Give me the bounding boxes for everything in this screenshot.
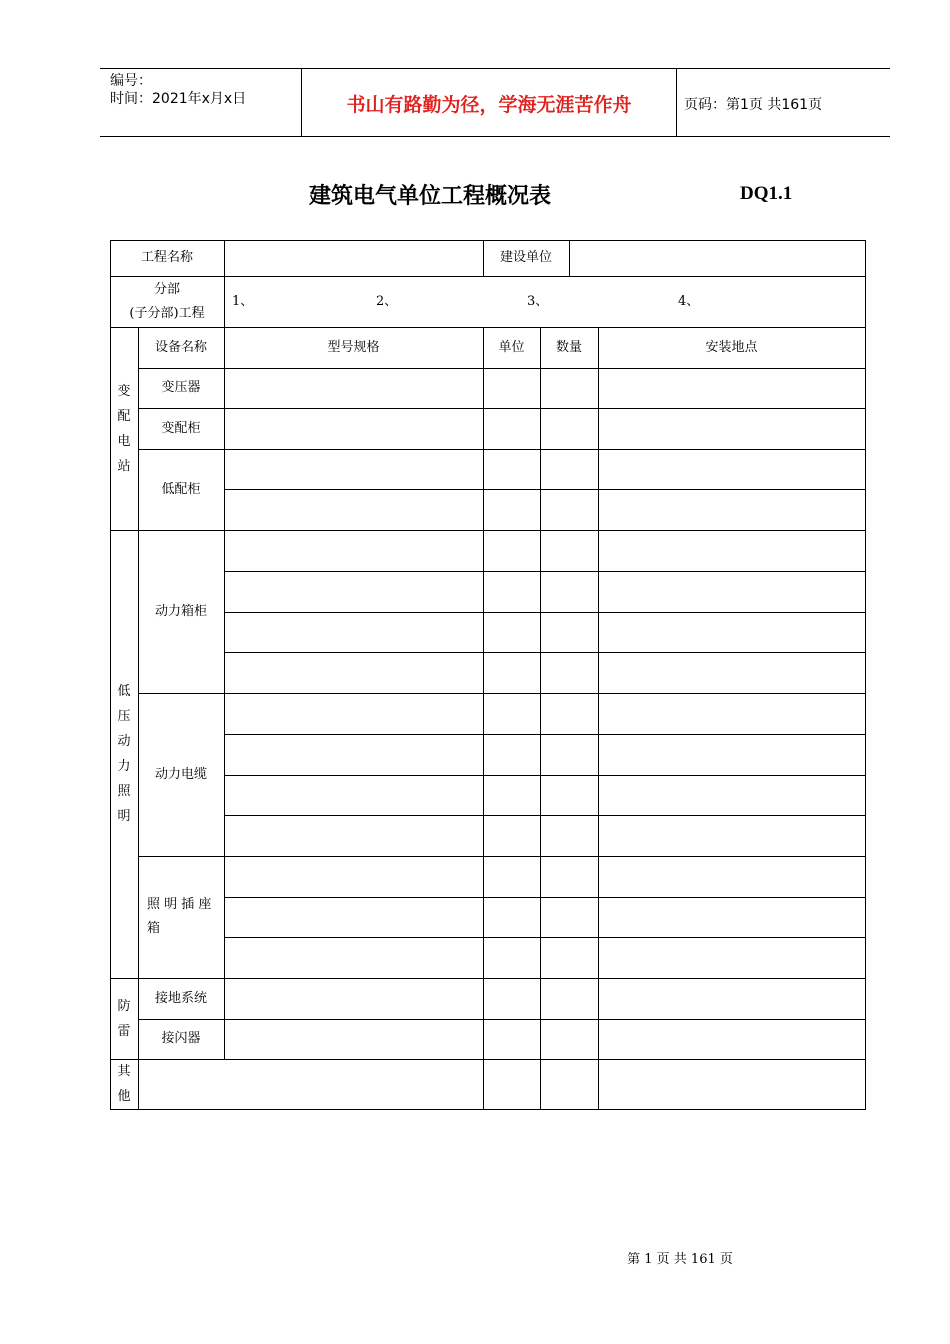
group-other: [110, 1059, 138, 1109]
builder-field[interactable]: [569, 240, 865, 276]
page-title: 建筑电气单位工程概况表: [308, 184, 551, 209]
group-char: 变: [117, 383, 131, 399]
header-meta: [110, 72, 246, 108]
row-line: [110, 1059, 866, 1060]
label-project-name: 工程名称: [140, 250, 193, 265]
row-line: [224, 734, 866, 735]
slot-1: 1、: [232, 293, 254, 309]
footer-page-number: 第 1 页 共 161 页: [627, 1252, 733, 1267]
item-lightning-rod: 接闪器: [161, 1031, 201, 1046]
col-qty-header: 数量: [555, 339, 582, 355]
label-sub-project: [110, 276, 224, 327]
col-line: [138, 1059, 139, 1109]
table-border-bottom: [110, 1109, 866, 1110]
group-char: 他: [117, 1089, 131, 1104]
header-divider-right: [676, 69, 677, 136]
row-line: [138, 368, 866, 369]
header-bottom-rule: [100, 136, 890, 137]
lighting-box-line1: 照 明 插 座: [147, 897, 212, 912]
row-line: [138, 1019, 866, 1020]
row-line: [224, 489, 866, 490]
item-lighting-socket-box: [138, 856, 224, 978]
row-line: [138, 408, 866, 409]
col-line: [483, 327, 484, 1109]
group-char: 其: [117, 1064, 131, 1079]
row-line: [138, 856, 866, 857]
group-char: 照: [117, 784, 131, 799]
sub-project-line1: 分部: [153, 281, 180, 297]
group-char: 防: [117, 998, 131, 1014]
col-location-header: 安装地点: [705, 339, 758, 355]
row-line: [224, 937, 866, 938]
row-line: [224, 897, 866, 898]
time-label: 时间：2021年x月x日: [110, 91, 247, 107]
label-builder: 建设单位: [499, 250, 552, 265]
form-code: DQ1.1: [740, 183, 793, 204]
row-line: [224, 612, 866, 613]
group-char: 动: [117, 734, 131, 749]
item-power-box: 动力箱柜: [154, 603, 207, 619]
group-char: 电: [117, 433, 131, 449]
col-unit-header: 单位: [498, 339, 525, 355]
row-line: [224, 571, 866, 572]
row-line: [224, 775, 866, 776]
col-equipment-header: 设备名称: [154, 339, 207, 355]
col-model-header: 型号规格: [327, 339, 380, 355]
lighting-box-line2: 箱: [147, 921, 161, 936]
number-label: 编号：: [110, 73, 152, 89]
group-substation: [110, 327, 138, 530]
row-line: [224, 652, 866, 653]
group-char: 明: [117, 809, 131, 824]
group-char: 压: [117, 709, 131, 724]
row-line: [224, 815, 866, 816]
item-grounding: 接地系统: [154, 990, 207, 1006]
table-border-right: [865, 240, 866, 1110]
header-motto: 书山有路勤为径，学海无涯苦作舟: [346, 94, 632, 116]
group-lv-power-lighting: [110, 530, 138, 978]
row-line: [138, 693, 866, 694]
header-page-label: 页码：第1页 共161页: [684, 97, 823, 113]
group-char: 站: [117, 458, 131, 474]
col-line: [540, 327, 541, 1109]
item-distribution-cabinet: 变配柜: [161, 420, 201, 436]
item-transformer: 变压器: [161, 380, 201, 395]
project-name-field[interactable]: [224, 240, 483, 276]
group-char: 低: [117, 684, 131, 699]
item-power-cable: 动力电缆: [154, 766, 207, 782]
slot-3: 3、: [527, 293, 549, 309]
overview-table: [110, 240, 866, 1110]
sub-project-line2: (子分部)工程: [129, 305, 205, 321]
slot-2: 2、: [376, 293, 398, 309]
header-top-rule: [100, 68, 890, 69]
group-char: 雷: [117, 1023, 131, 1039]
row-line: [138, 449, 866, 450]
group-char: 配: [117, 408, 131, 424]
col-line: [224, 276, 225, 327]
group-char: 力: [117, 759, 131, 774]
group-lightning: [110, 978, 138, 1059]
item-low-voltage-cabinet: 低配柜: [161, 481, 201, 497]
col-line: [224, 327, 225, 1059]
slot-4: 4、: [678, 293, 700, 309]
col-line: [598, 327, 599, 1109]
